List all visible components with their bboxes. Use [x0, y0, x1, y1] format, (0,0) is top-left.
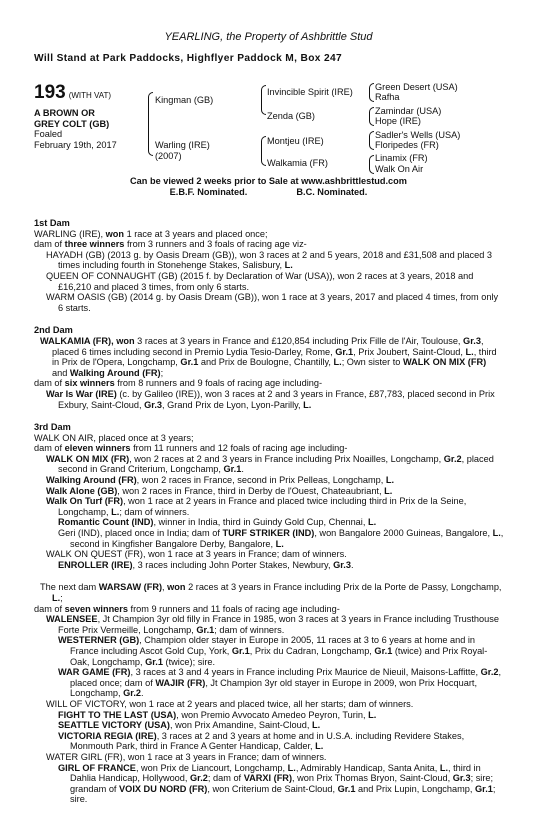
third-dam-line: WALK ON AIR, placed once at 3 years; — [34, 432, 194, 443]
produce-walk-alone: Walk Alone (GB), won 2 races in France, third in Derby de l'Ouest, Chateaubriant, L. — [46, 485, 393, 496]
foaled-label: Foaled — [34, 129, 63, 139]
produce-will-of-victory: WILL OF VICTORY, won 1 race at 2 years and placed twice, all her starts; dam of winners. — [46, 698, 414, 709]
produce-walk-on-quest: WALK ON QUEST (FR), won 1 race at 3 years in France; dam of winners. — [46, 549, 347, 560]
pedigree-block — [0, 80, 537, 180]
produce-walking-around: Walking Around (FR), won 2 races in France, second in Prix Pelleas, Longchamp, L. — [46, 475, 395, 486]
third-dam-produce-line: dam of eleven winners from 11 runners and 12 foals of racing age including- — [34, 443, 348, 454]
produce-westerner: WESTERNER (GB), Champion older stayer in Europe in 2005, 11 races at 3 to 6 years at home and in France including Ascot Gold Cup, York, Gr.1, Prix du Cadran, Longchamp, Gr.1 (twice) and Prix Royal-Oak, Longchamp, Gr.1 (twice); sire. — [58, 635, 488, 667]
pedigree-dam-line-1: Warling (IRE) — [155, 140, 210, 150]
second-dam-record: WALKAMIA (FR), won 3 races at 3 years in France and £120,854 including Prix Fille de l'Air, Toulouse, Gr.3, placed 6 times including second in Premio Lydia Tesio-Darley, Rome, Gr.1, Prix Joubert, Saint-Cloud, L., third in Prix de l'Opera, Longchamp, Gr.1 and Prix de Boulogne, Chantilly, L.; Own sister to WALK ON MIX (FR) and Walking Around (FR); — [40, 335, 497, 378]
lot-number: 193 — [34, 82, 66, 103]
colt-line-2: GREY COLT (GB) — [34, 118, 110, 129]
second-dam-heading: 2nd Dam — [34, 325, 73, 336]
next-dam-record: The next dam WARSAW (FR), won 2 races at 3 years in France including Prix de la Porte de Passy, Longchamp, L.; — [40, 582, 502, 603]
first-dam-heading: 1st Dam — [34, 218, 70, 228]
lot-heading — [34, 83, 111, 103]
produce-walk-on-mix: WALK ON MIX (FR), won 2 races at 2 and 3 years in France including Prix Noailles, Longchamp, Gr.2, placed second in Grand Criterium, Longchamp, Gr.1. — [46, 453, 494, 475]
produce-war-game: WAR GAME (FR), 3 races at 3 and 4 years in France including Prix Maurice de Nieuil, Maisons-Laffitte, Gr.2, placed once; dam of WAJIR (FR), Jt Champion 3yr old stayer in Europe in 2009, won Prix Hocquart, Longchamp, Gr.2. — [58, 667, 502, 699]
viewing-line: Can be viewed 2 weeks prior to Sale at www.ashbrittlestud.com — [130, 176, 407, 186]
produce-water-girl: WATER GIRL (FR), won 1 race at 3 years in France; dam of winners. — [46, 751, 327, 762]
pedigree-dam-dam: Walkamia (FR) — [267, 158, 328, 168]
colt-line-1: A BROWN OR — [34, 108, 95, 118]
produce-girl-of-france: GIRL OF FRANCE, won Prix de Liancourt, Longchamp, L., Admirably Handicap, Santa Anita, L., third in Dahlia Handicap, Hollywood, Gr.2; dam of VARXI (FR), won Prix Thomas Bryon, Saint-Cloud, Gr.3; sire; grandam of VOIX DU NORD (FR), won Criterium de Saint-Cloud, Gr.1 and Prix Lupin, Longchamp, Gr.1; sire. — [58, 762, 496, 805]
bracket-gen2-dam — [261, 136, 266, 166]
pedigree-dam-sire: Montjeu (IRE) — [267, 136, 324, 146]
pedigree-sdd: Hope (IRE) — [375, 116, 421, 126]
second-dam-produce-line: dam of six winners from 8 runners and 9 foals of racing age including- — [34, 378, 323, 389]
pedigree-dam-line-2: (2007) — [155, 151, 182, 161]
bc-nominated: B.C. Nominated. — [296, 186, 368, 197]
colt-description — [34, 108, 109, 129]
produce-war-is-war: War Is War (IRE) (c. by Galileo (IRE)), won 3 races at 2 and 3 years in France, £87,783, placed second in Prix Exbury, Saint-Cloud, Gr.3, Grand Prix de Lyon, Lyon-Parilly, L. — [46, 388, 495, 410]
pedigree-ddd: Walk On Air — [375, 164, 424, 174]
produce-queen-of-connaught: QUEEN OF CONNAUGHT (GB) (2015 f. by Declaration of War (USA)), won 2 races at 3 years, 2018 and £16,210 and placed 3 times, from only 6 starts. — [46, 270, 474, 292]
pedigree-text — [34, 218, 504, 805]
bracket-gen3-3 — [369, 131, 374, 150]
pedigree-sire: Kingman (GB) — [155, 95, 214, 105]
pedigree-sire-sire: Invincible Spirit (IRE) — [267, 87, 353, 97]
pedigree-sds: Zamindar (USA) — [375, 106, 442, 116]
pedigree-dss: Sadler's Wells (USA) — [375, 130, 461, 140]
bracket-gen1 — [148, 92, 153, 156]
first-dam-produce-line: dam of three winners from 3 runners and 3 foals of racing age viz- — [34, 239, 307, 250]
viewing-notice — [0, 176, 537, 197]
pedigree-ssd: Rafha — [375, 92, 400, 102]
bracket-gen3-2 — [369, 107, 374, 126]
ebf-nominated: E.B.F. Nominated. — [169, 186, 248, 197]
nominations-line — [0, 187, 537, 198]
pedigree-dds: Linamix (FR) — [375, 153, 428, 163]
produce-fight-to-the-last: FIGHT TO THE LAST (USA), won Premio Avvocato Amedeo Peyron, Turin, L. — [58, 709, 377, 720]
produce-victoria-regia: VICTORIA REGIA (IRE), 3 races at 2 and 3 years at home and in U.S.A. including Revidere Stakes, Monmouth Park, third in France A Genter Handicap, Calder, L. — [58, 730, 465, 752]
foaled-info — [34, 129, 117, 150]
page-title: YEARLING, the Property of Ashbrittle Stud — [164, 31, 373, 43]
bracket-gen3-1 — [369, 83, 374, 102]
produce-enroller: ENROLLER (IRE), 3 races including John Porter Stakes, Newbury, Gr.3. — [58, 559, 354, 570]
produce-walensee: WALENSEE, Jt Champion 3yr old filly in France in 1985, won 3 races at 3 years in France including Trusthouse Forte Prix Vermeille, Longchamp, Gr.1; dam of winners. — [46, 614, 499, 635]
pedigree-sire-dam: Zenda (GB) — [267, 111, 315, 121]
stand-location: Will Stand at Park Paddocks, Highflyer Paddock M, Box 247 — [34, 53, 343, 64]
produce-hayadh: HAYADH (GB) (2013 g. by Oasis Dream (GB)), won 3 races at 2 and 5 years, 2018 and £31,508 and placed 3 times including fourth in Stonehenge Stakes, Salisbury, L. — [46, 249, 492, 271]
lot-vat: (WITH VAT) — [68, 91, 112, 100]
produce-walk-on-turf: Walk On Turf (FR), won 1 race at 2 years in France and placed twice including third in Prix de la Seine, Longchamp, L.; dam of winners. — [46, 496, 467, 517]
pedigree-sss: Green Desert (USA) — [375, 82, 458, 92]
pedigree-dsd: Floripedes (FR) — [375, 140, 439, 150]
bracket-gen3-4 — [369, 155, 374, 174]
produce-geri: Geri (IND), placed once in India; dam of TURF STRIKER (IND), won Bangalore 2000 Guineas, Bangalore, L., second in Kingfisher Bangalore Derby, Bangalore, L. — [58, 528, 504, 549]
third-dam-heading: 3rd Dam — [34, 422, 71, 433]
first-dam-line: WARLING (IRE), won 1 race at 3 years and placed once; — [34, 228, 268, 239]
foaled-date: February 19th, 2017 — [34, 139, 117, 150]
next-dam-produce-line: dam of seven winners from 9 runners and 11 foals of racing age including- — [34, 603, 340, 614]
produce-seattle-victory: SEATTLE VICTORY (USA), won Prix Amandine, Saint-Cloud, L. — [58, 720, 321, 731]
produce-romantic-count: Romantic Count (IND), winner in India, third in Guindy Gold Cup, Chennai, L. — [58, 517, 377, 528]
bracket-gen2-sire — [261, 85, 266, 115]
produce-warm-oasis: WARM OASIS (GB) (2014 g. by Oasis Dream (GB)), won 1 race at 3 years, 2017 and placed 4 times, from only 6 starts. — [46, 292, 499, 313]
